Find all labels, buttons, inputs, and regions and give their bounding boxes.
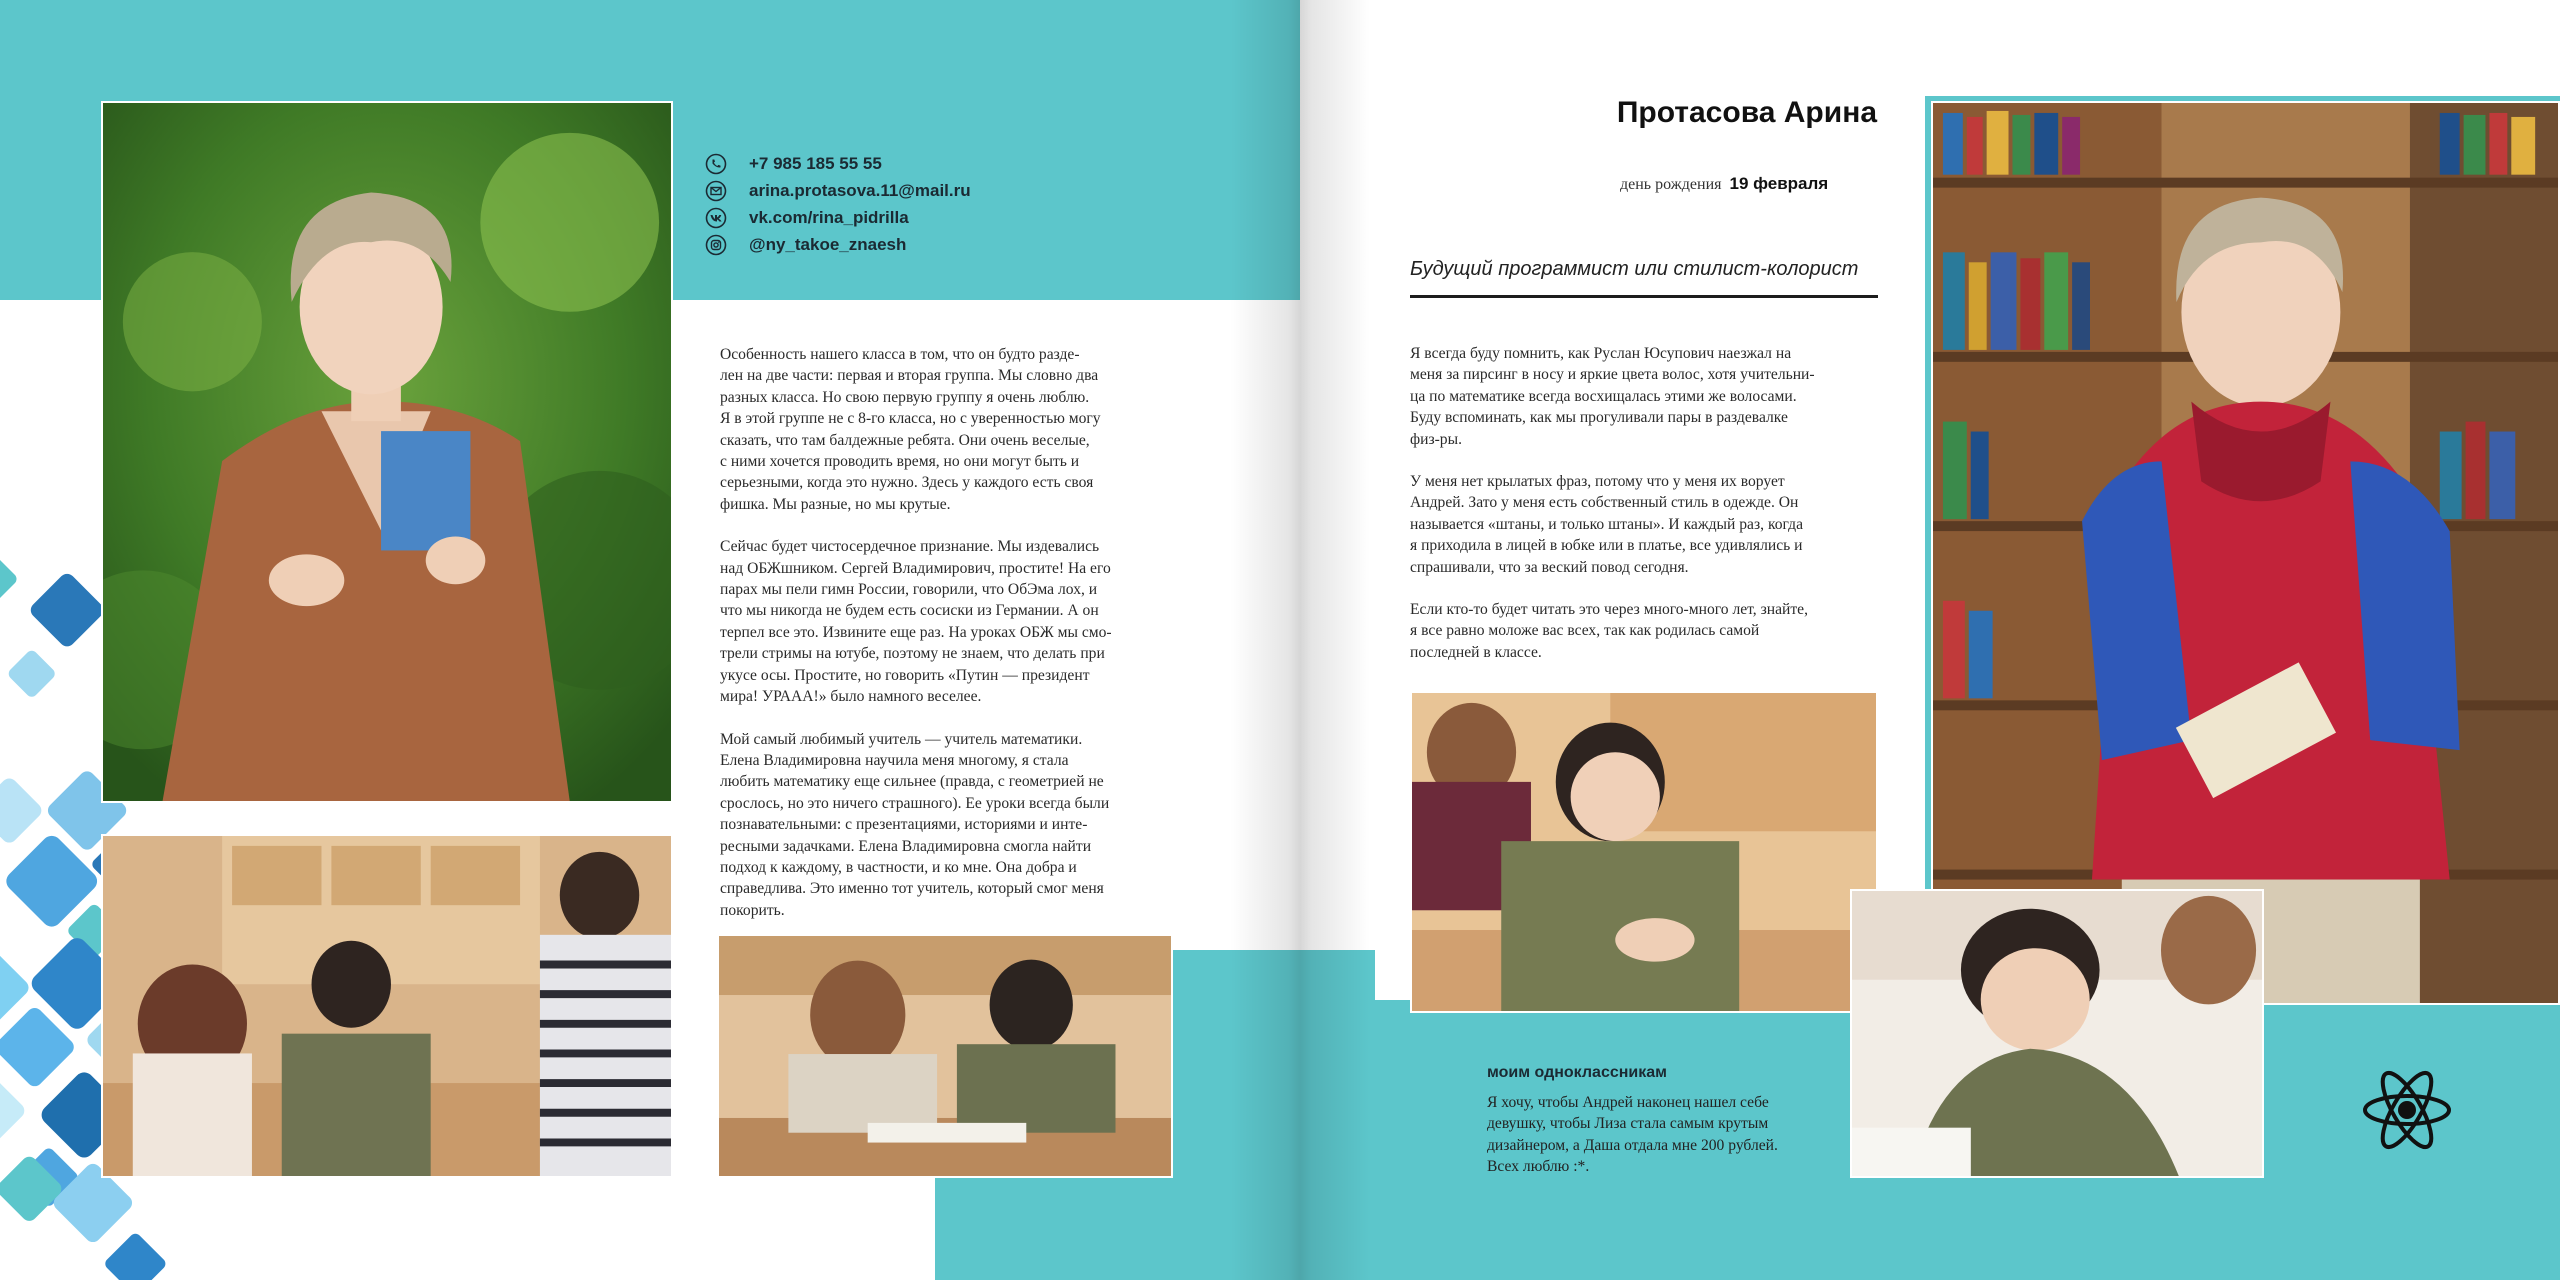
right-paragraph-3: Если кто-то будет читать это через много-много лет, знайте, я все равно моложе вас всех, так как родилась самой последней в классе. <box>1410 601 1808 661</box>
student-name: Протасова Арина <box>1616 96 1877 129</box>
classmates-title: моим одноклассникам <box>1487 1064 1667 1081</box>
classroom-photo-right-middle <box>1410 691 1878 1013</box>
vk-icon <box>705 207 727 229</box>
contact-vk-text: vk.com/rina_pidrilla <box>749 207 909 227</box>
left-paragraph-3: Мой самый любимый учитель — учитель математики. Елена Владимировна научила меня многому, я стала любить математику еще сильнее (правда, с геометрией не срослось, но это ничего страшного). Ее уроки всегда были познавательными: с презентациями, историями и инте- ресными задачками. Елена Владимировна смогла найти подход к каждому, в частности, и ко мне. Она добра и справедлива. Это именно тот учитель, который смог меня покорить. <box>720 730 1110 919</box>
left-paragraph-2: Сейчас будет чистосердечное признание. Мы издевались над ОБЖшником. Сергей Владимирович, простите! На его парах мы пели гимн России, говорили, что ОбЭма лох, и что мы никогда не будем есть сосиски из Германии. А он терпел все это. Извините еще раз. На уроках ОБЖ мы смо- трели стримы на ютубе, поэтому не знаем, что делать при укусе осы. Простите, но говорить «Путин — президент мира! УРААА!» было намного веселее. <box>720 538 1112 706</box>
classroom-photo-left <box>101 834 673 1178</box>
contact-email-text: arina.protasova.11@mail.ru <box>749 180 971 200</box>
contact-email[interactable] <box>705 177 971 204</box>
birthday-label: день рождения <box>1620 176 1722 193</box>
contact-instagram-text: @ny_takoe_znaesh <box>749 234 907 254</box>
contact-vk[interactable] <box>705 204 971 231</box>
contact-phone[interactable] <box>705 150 971 177</box>
phone-icon <box>705 153 727 175</box>
atom-icon <box>2362 1058 2452 1162</box>
contact-phone-text: +7 985 185 55 55 <box>749 153 882 173</box>
instagram-icon <box>705 234 727 256</box>
motto: Будущий программист или стилист-колорист <box>1410 258 1878 298</box>
left-text-block <box>720 344 1180 942</box>
birthday-line <box>1620 174 1828 194</box>
classroom-photo-right-bottom <box>1850 889 2264 1178</box>
classmates-text: Я хочу, чтобы Андрей наконец нашел себе девушку, чтобы Лиза стала самым крутым дизайнером, а Даша отдала мне 200 рублей. Всех люблю :*. <box>1487 1094 1778 1176</box>
right-paragraph-1: Я всегда буду помнить, как Руслан Юсупович наезжал на меня за пирсинг в носу и яркие цвета волос, хотя учительни- ца по математике всегда восхищалась этими же волосами. Буду вспоминать, как мы прогуливали пары в раздевалке физ-ры. <box>1410 345 1815 448</box>
birthday-value: 19 февраля <box>1729 174 1829 193</box>
portrait-photo-main <box>101 101 673 803</box>
left-paragraph-1: Особенность нашего класса в том, что он будто разде- лен на две части: первая и вторая группа. Мы словно два разных класса. Но свою первую группу я очень люблю. Я в этой группе не с 8-го класса, но с уверенностью могу сказать, что там балдежные ребята. Они очень веселые, с ними хочется проводить время, но они могут быть и серьезными, когда это нужно. Здесь у каждого есть своя фишка. Мы разные, но мы крутые. <box>720 346 1101 513</box>
portrait-photo-library <box>1931 101 2560 1005</box>
right-text-block <box>1410 343 1890 684</box>
right-paragraph-2: У меня нет крылатых фраз, потому что у меня их ворует Андрей. Зато у меня есть собственный стиль в одежде. Он называется «штаны, и только штаны». И каждый раз, когда я приходила в лицей в юбке или в платье, все удивлялись и спрашивали, что за веский повод сегодня. <box>1410 473 1803 576</box>
mail-icon <box>705 180 727 202</box>
classroom-photo-center <box>717 934 1173 1178</box>
contacts-list <box>705 150 971 258</box>
contact-instagram[interactable] <box>705 231 971 258</box>
